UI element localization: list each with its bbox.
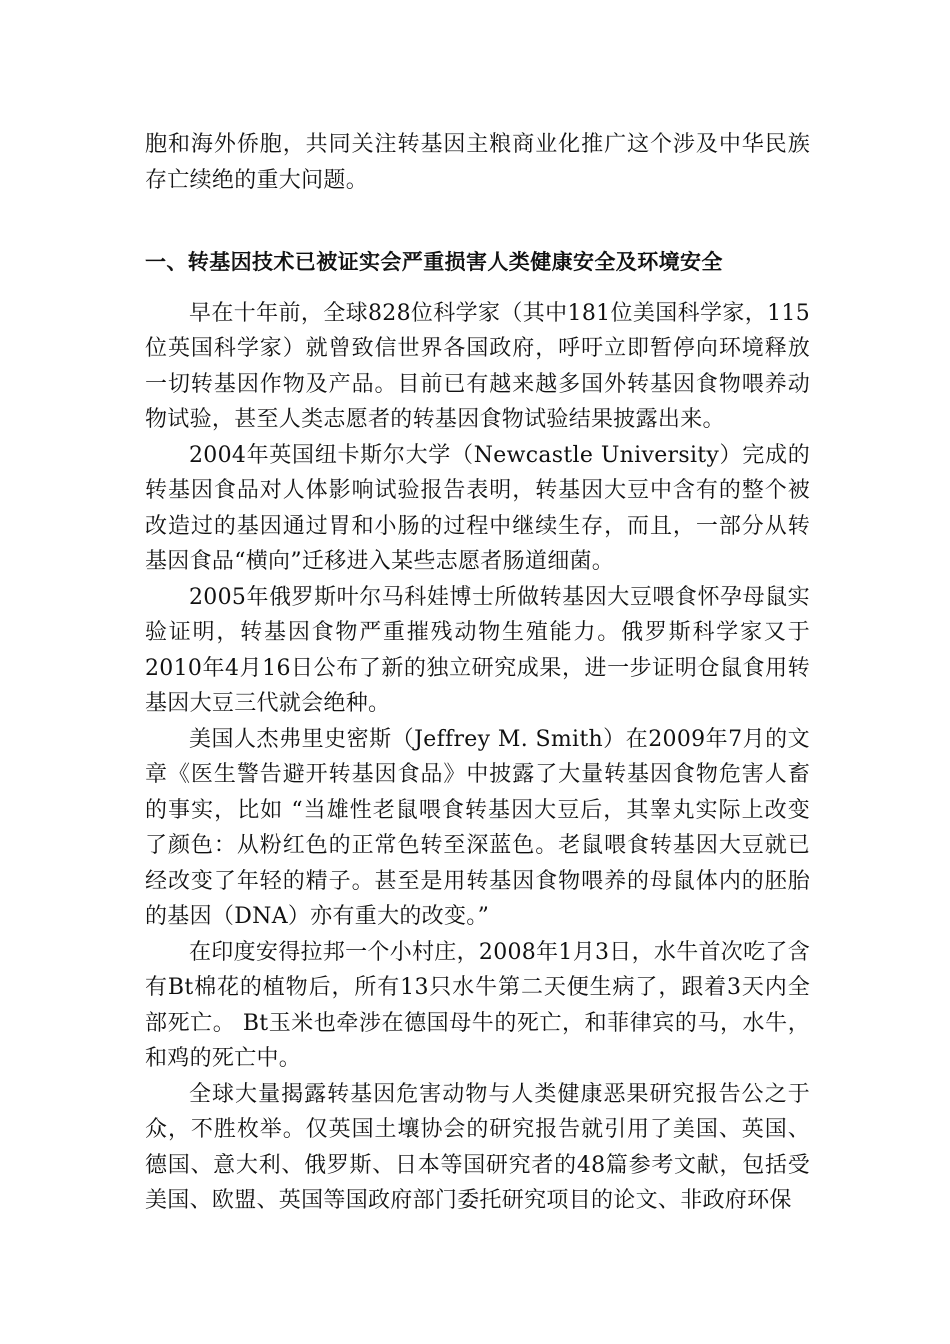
paragraph-india-buffalo: 在印度安得拉邦一个小村庄，2008年1月3日，水牛首次吃了含有Bt棉花的植物后，所有13只水牛第二天便生病了，跟着3天内全部死亡。 Bt玉米也牵涉在德国母牛的死亡，和菲律宾的马，水牛，和鸡的死亡中。 xyxy=(145,939,810,1071)
paragraph-newcastle-study: 2004年英国纽卡斯尔大学（Newcastle University）完成的转基因食品对人体影响试验报告表明，转基因大豆中含有的整个被改造过的基因通过胃和小肠的过程中继续生存，而且，一部分从转基因食品“横向”迁移进入某些志愿者肠道细菌。 xyxy=(145,442,810,574)
paragraph-russian-study: 2005年俄罗斯叶尔马科娃博士所做转基因大豆喂食怀孕母鼠实验证明，转基因食物严重摧残动物生殖能力。俄罗斯科学家又于2010年4月16日公布了新的独立研究成果，进一步证明仓鼠食用转基因大豆三代就会绝种。 xyxy=(145,584,810,716)
document-body xyxy=(145,127,810,1219)
opening-paragraph: 胞和海外侨胞，共同关注转基因主粮商业化推广这个涉及中华民族存亡续绝的重大问题。 xyxy=(145,132,810,193)
paragraph-scientists-letter: 早在十年前，全球828位科学家（其中181位美国科学家，115位英国科学家）就曾致信世界各国政府，呼吁立即暂停向环境释放一切转基因作物及产品。目前已有越来越多国外转基因食物喂养动物试验，甚至人类志愿者的转基因食物试验结果披露出来。 xyxy=(145,300,810,432)
paragraph-jeffrey-smith: 美国人杰弗里史密斯（Jeffrey M. Smith）在2009年7月的文章《医生警告避开转基因食品》中披露了大量转基因食物危害人畜的事实，比如 “当雄性老鼠喂食转基因大豆后，其睾丸实际上改变了颜色：从粉红色的正常色转至深蓝色。老鼠喂食转基因大豆就已经改变了年轻的精子。甚至是用转基因食物喂养的母鼠体内的胚胎的基因（DNA）亦有重大的改变。” xyxy=(145,726,810,929)
section-heading: 一、转基因技术已被证实会严重损害人类健康安全及环境安全 xyxy=(145,250,723,274)
paragraph-research-reports: 全球大量揭露转基因危害动物与人类健康恶果研究报告公之于众，不胜枚举。仅英国土壤协会的研究报告就引用了美国、英国、德国、意大利、俄罗斯、日本等国研究者的48篇参考文献，包括受美国、欧盟、英国等国政府部门委托研究项目的论文、非政府环保 xyxy=(145,1081,810,1213)
